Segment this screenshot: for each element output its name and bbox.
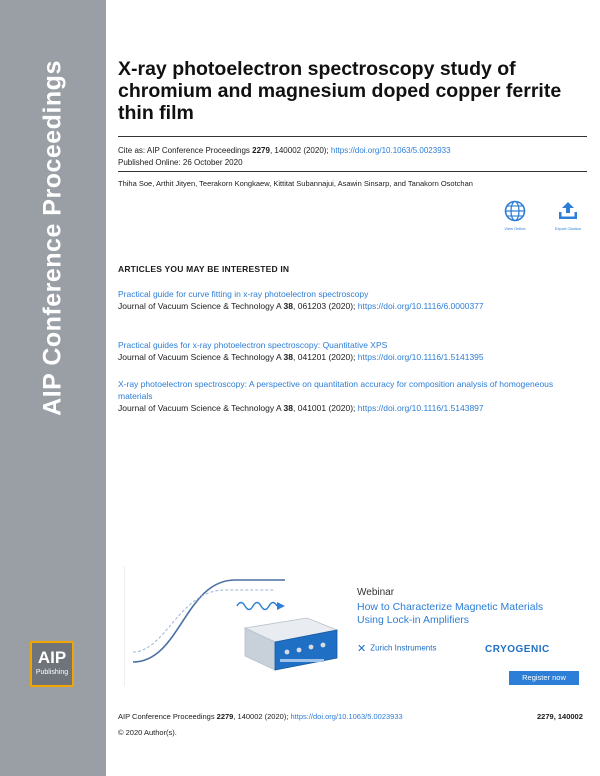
related-heading: ARTICLES YOU MAY BE INTERESTED IN: [118, 264, 290, 274]
display-strip: [280, 659, 324, 662]
view-online-button[interactable]: [497, 200, 533, 231]
arrow-icon: [277, 602, 285, 610]
zurich-mark-icon: ✕: [357, 643, 367, 655]
globe-icon: [504, 200, 526, 222]
footer-citation: [118, 712, 403, 721]
divider: [118, 136, 587, 137]
ad-webinar-label: Webinar: [357, 587, 395, 598]
footer-doi-link[interactable]: https://doi.org/10.1063/5.0023933: [290, 712, 403, 721]
footer-rest: , 140002 (2020);: [233, 712, 291, 721]
webinar-advertisement[interactable]: [124, 566, 576, 686]
aip-publishing-logo[interactable]: [30, 641, 74, 687]
register-now-button[interactable]: Register now: [509, 671, 579, 685]
related-article-reference: [118, 300, 578, 312]
logo-text: AIP: [37, 648, 67, 667]
related-article: [118, 288, 578, 312]
journal-name-text: Journal of Vacuum Science & Technology A: [118, 301, 284, 311]
connector-icon: [297, 648, 302, 653]
lock-in-amplifier-illustration: [125, 566, 355, 686]
zurich-instruments-logo: [357, 642, 436, 655]
connector-icon: [309, 645, 314, 650]
zurich-text: Zurich Instruments: [370, 643, 437, 653]
related-article-title-link[interactable]: Practical guide for curve fitting in x-ray photoelectron spectroscopy: [118, 289, 369, 299]
logo-subtext: Publishing: [35, 669, 69, 676]
related-article-title-link[interactable]: Practical guides for x-ray photoelectron spectroscopy: Quantitative XPS: [118, 340, 388, 350]
cryogenic-logo: CRYOGENIC: [485, 644, 550, 655]
ad-headline: How to Characterize Magnetic Materials Using Lock-in Amplifiers: [357, 601, 544, 626]
journal-name: AIP Conference Proceedings: [38, 60, 67, 416]
cite-doi-link[interactable]: https://doi.org/10.1063/5.0023933: [330, 146, 451, 155]
journal-name-text: Journal of Vacuum Science & Technology A: [118, 403, 284, 413]
export-citation-button[interactable]: [550, 200, 586, 231]
copyright: © 2020 Author(s).: [118, 728, 177, 737]
journal-volume: 38: [283, 403, 294, 413]
connector-icon: [321, 643, 326, 648]
footer-page-ref: [537, 712, 583, 721]
related-article-doi-link[interactable]: https://doi.org/10.1116/1.5143897: [357, 403, 484, 413]
journal-volume: 38: [283, 352, 294, 362]
author-list: Thiha Soe, Arthit Jityen, Teerakorn Kongkaew, Kittitat Subannajui, Asawin Sinsarp, and Tanakorn Osotchan: [118, 179, 473, 188]
journal-volume: 38: [283, 301, 294, 311]
cite-rest: , 140002 (2020);: [269, 146, 331, 155]
connector-icon: [285, 650, 290, 655]
footer-right-rest: , 140002: [553, 712, 583, 721]
related-article-doi-link[interactable]: https://doi.org/10.1116/1.5141395: [357, 352, 484, 362]
reference-rest: , 041201 (2020);: [293, 352, 358, 362]
divider: [118, 171, 587, 172]
view-online-label: View Online: [504, 226, 526, 231]
reference-rest: , 061203 (2020);: [293, 301, 358, 311]
related-article-reference: [118, 351, 578, 363]
cite-volume: 2279: [252, 146, 270, 155]
export-icon: [557, 200, 579, 222]
cite-prefix: Cite as: AIP Conference Proceedings: [118, 146, 253, 155]
footer-right-volume: 2279: [537, 712, 554, 721]
journal-name-text: Journal of Vacuum Science & Technology A: [118, 352, 284, 362]
citation-line: [118, 145, 451, 156]
article-title: X-ray photoelectron spectroscopy study of chromium and magnesium doped copper ferrite thin film: [118, 58, 562, 124]
export-citation-label: Export Citation: [554, 226, 582, 231]
related-article-reference: [118, 402, 578, 414]
signal-wave: [237, 603, 277, 610]
related-article-doi-link[interactable]: https://doi.org/10.1116/6.0000377: [357, 301, 484, 311]
footer-prefix: AIP Conference Proceedings: [118, 712, 217, 721]
reference-rest: , 041001 (2020);: [293, 403, 358, 413]
related-article: [118, 378, 578, 414]
published-date: Published Online: 26 October 2020: [118, 158, 243, 167]
related-article: [118, 339, 578, 363]
sidebar: [0, 0, 106, 776]
footer-volume: 2279: [216, 712, 234, 721]
related-article-title-link[interactable]: X-ray photoelectron spectroscopy: A perspective on quantitation accuracy for composition analysis of homogeneous materials: [118, 379, 554, 401]
